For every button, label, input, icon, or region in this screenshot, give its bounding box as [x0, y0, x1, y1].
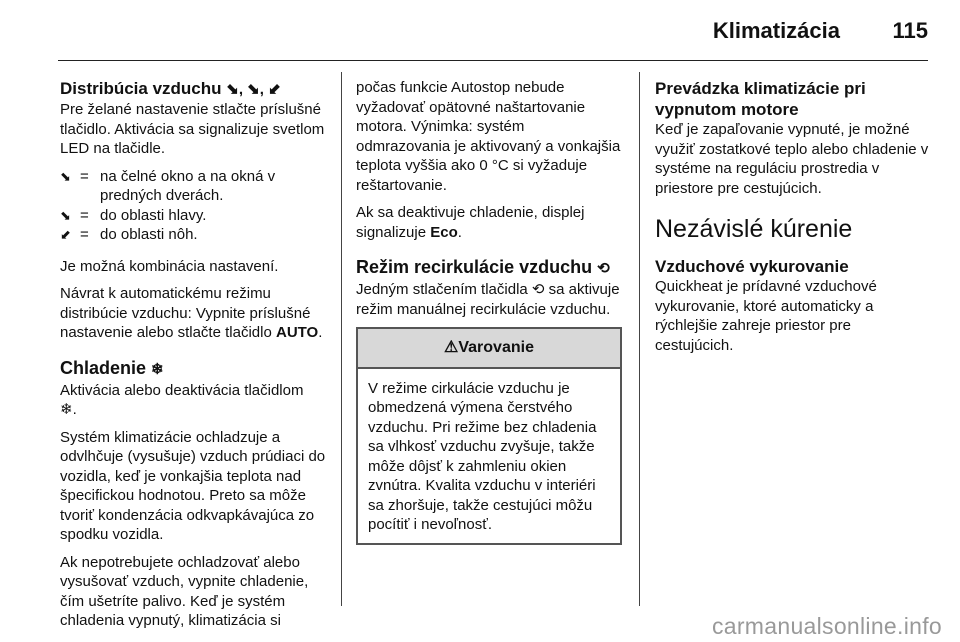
definition-text: do oblasti hlavy.	[100, 206, 207, 224]
warning-text: V režime cirkulácie vzduchu je obmedzená výmena čerstvého vzduchu. Pri režime bez chladenia sa vlhkosť vzduchu zvyšuje, takže môže dôjsť k zahmleniu okien zvnútra. Kvalita vzduchu v interiéri sa zhoršuje, takže cestujúci môžu pocítiť i nevoľnosť.	[368, 379, 597, 533]
column-1	[60, 78, 332, 639]
section-title: Klimatizácia	[712, 18, 840, 43]
warning-title: Varovanie	[458, 339, 534, 356]
page-header	[0, 0, 960, 62]
heading-air-distribution: Distribúcia vzduchu ⬊, ⬊, ⬋	[60, 79, 281, 98]
air-distribution-icons: ⬊, ⬊, ⬋	[226, 81, 281, 98]
column-divider	[639, 72, 640, 606]
snowflake-icon: ❄	[151, 360, 164, 378]
definition-windscreen	[60, 167, 332, 206]
page-number: 115	[892, 18, 928, 43]
warning-box	[356, 327, 622, 545]
paragraph-cooling-toggle: Aktivácia alebo deaktivácia tlačidlom ❄.	[60, 381, 304, 418]
paragraph-air-heater: Quickheat je prídavné vzduchové vykurovanie, ktoré automaticky a rýchlejšie zahreje priestor pre cestujúcich.	[655, 278, 877, 354]
paragraph-select: Pre želané nastavenie stlačte príslušné tlačidlo. Aktivácia sa signalizuje svetlom LED na tlačidle.	[60, 101, 325, 157]
paragraph-cooling-system: Systém klimatizácie ochladzuje a odvlhčuje (vysušuje) vzduch prúdiaci do vozidla, keď je vonkajšia teplota nad špecifickou hodnotou. Preto sa môže tvoriť kondenzácia odkvapkávajúca zo spodku vozidla.	[60, 428, 326, 543]
paragraph-eco-display: Ak sa deaktivuje chladenie, displej signalizuje Eco.	[356, 204, 585, 241]
warning-triangle-icon: ⚠	[444, 339, 459, 356]
recirculation-icon: ⟲	[531, 281, 545, 298]
definition-list	[60, 167, 332, 245]
definition-head	[60, 206, 332, 226]
definition-text: do oblasti nôh.	[100, 226, 198, 243]
feet-air-icon: ⬋	[60, 227, 71, 242]
head-air-icon: ⬊	[60, 207, 71, 223]
definition-text: na čelné okno a na okná v predných dverách.	[100, 167, 276, 204]
windscreen-air-icon: ⬊	[60, 168, 71, 184]
equals: =	[80, 206, 89, 224]
column-3	[655, 78, 930, 363]
heading-recirculation: Režim recirkulácie vzduchu ⟲	[356, 256, 622, 280]
definition-feet	[60, 225, 332, 245]
column-divider	[341, 72, 342, 606]
eco-label: Eco	[430, 223, 458, 241]
paragraph-autostop: počas funkcie Autostop nebude vyžadovať opätovné naštartovanie motora. Výnimka: systém odmrazovania je aktivovaný a vonkajšia teplota vyššia ako 0 °C si vyžaduje reštartovanie.	[356, 79, 621, 194]
watermark: carmanualsonline.info	[711, 613, 942, 639]
paragraph-return-auto: Návrat k automatickému režimu distribúcie vzduchu: Vypnite príslušné nastavenie alebo stlačte tlačidlo AUTO.	[60, 285, 323, 341]
heading-engine-off: Prevádzka klimatizácie pri vypnutom motore	[655, 79, 866, 119]
auto-label: AUTO	[275, 324, 319, 341]
heading-cooling: Chladenie ❄	[60, 357, 332, 381]
equals: =	[80, 167, 89, 185]
paragraph-recirculation: Jedným stlačením tlačidla ⟲ sa aktivuje režim manuálnej recirkulácie vzduchu.	[356, 281, 620, 318]
warning-header	[358, 329, 620, 369]
paragraph-combination: Je možná kombinácia nastavení.	[60, 257, 279, 275]
paragraph-engine-off: Keď je zapaľovanie vypnuté, je možné využiť zostatkové teplo alebo chladenie v systéme na reguláciu prostredia v priestore pre cestujúcich.	[655, 121, 929, 197]
header-rule	[58, 60, 928, 61]
column-2	[356, 78, 622, 545]
snowflake-icon: ❄	[60, 401, 73, 418]
equals: =	[80, 226, 89, 243]
heading-air-heater: Vzduchové vykurovanie	[655, 257, 849, 276]
recirculation-icon: ⟲	[597, 260, 610, 277]
paragraph-cooling-off: Ak nepotrebujete ochladzovať alebo vysušovať vzduch, vypnite chladenie, čím ušetríte palivo. Keď je systém chladenia vypnutý, klimatizácia si	[60, 553, 309, 629]
heading-independent-heating: Nezávislé kúrenie	[655, 215, 853, 243]
